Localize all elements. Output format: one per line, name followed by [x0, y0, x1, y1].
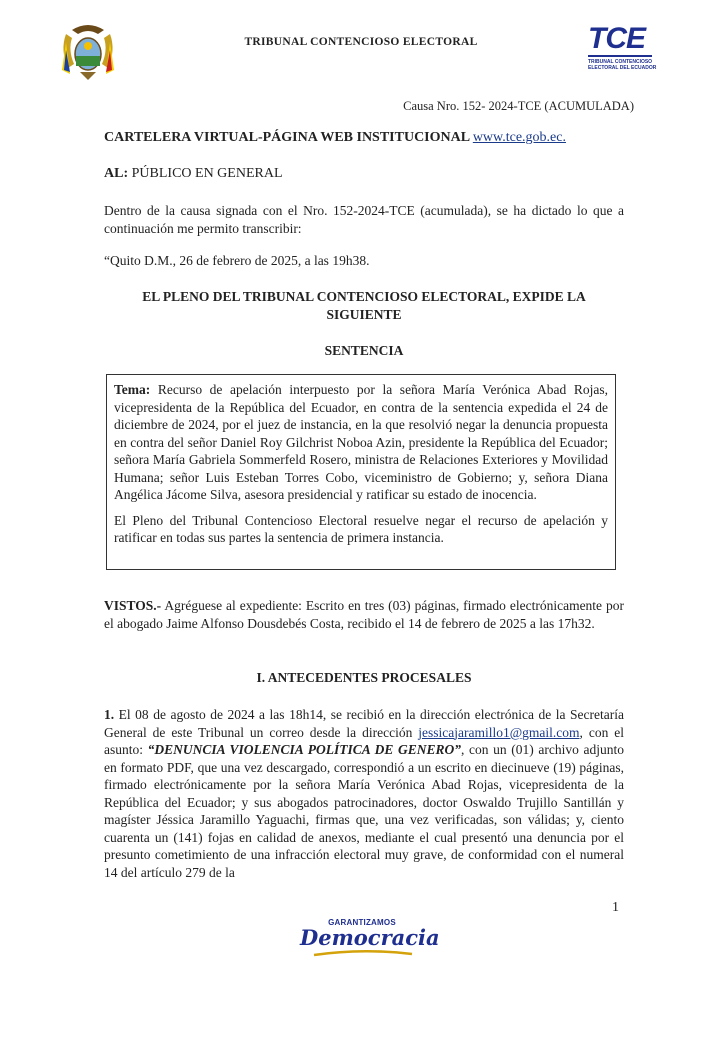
- ecuador-coat-of-arms-icon: [58, 20, 118, 84]
- pleno-heading: EL PLENO DEL TRIBUNAL CONTENCIOSO ELECTORAL, EXPIDE LA SIGUIENTE: [142, 289, 586, 322]
- garantizamos-democracia-logo: [300, 918, 440, 964]
- website-link[interactable]: www.tce.gob.ec.: [472, 130, 566, 145]
- tce-logo: [588, 24, 664, 76]
- addressee-value: PÚBLICO EN GENERAL: [131, 166, 283, 181]
- email-link[interactable]: jessicajaramillo1@gmail.com: [418, 724, 580, 740]
- vistos-label: VISTOS.-: [104, 598, 162, 613]
- vistos-paragraph: [104, 597, 624, 632]
- causa-number: Causa Nro. 152- 2024-TCE (ACUMULADA): [403, 99, 634, 113]
- date-line: “Quito D.M., 26 de febrero de 2025, a las 19h38.: [104, 253, 370, 268]
- tce-logo-text: TCE: [588, 22, 645, 55]
- paragraph-1-text-a: El 08 de agosto de 2024 a las 18h14, se recibió en la dirección electrónica de la Secretaría General de este Tribunal un correo desde la dirección: [104, 707, 624, 740]
- addressee-label: AL:: [104, 166, 129, 181]
- tema-resolution: El Pleno del Tribunal Contencioso Electoral resuelve negar el recurso de apelación y ratificar en todas sus partes la sentencia de primera instancia.: [114, 512, 608, 545]
- tema-text: Recurso de apelación interpuesto por la señora María Verónica Abad Rojas, vicepresidenta de la República del Ecuador, en contra de la sentencia expedida el 24 de diciembre de 2024, por el juez de instancia, en la que resolvió negar la denuncia propuesta en contra del señor Daniel Roy Gilchrist Noboa Azin, presidente la República del Ecuador; señora María Gabriela Sommerfeld Rosero, ministra de Relaciones Exteriores y Movilidad Humana; señor Luis Esteban Torres Cobo, viceministro de Gobierno; y, señora Diana Angélica Jácome Silva, asesora presidencial y ratificar su estado de inocencia.: [114, 382, 608, 502]
- paragraph-1: [104, 706, 624, 881]
- section-title: I. ANTECEDENTES PROCESALES: [256, 670, 472, 685]
- slogan-underline-icon: [300, 949, 424, 959]
- tema-label: Tema:: [114, 382, 151, 397]
- paragraph-1-number: 1.: [104, 707, 115, 722]
- slogan-top: GARANTIZAMOS: [328, 918, 396, 927]
- slogan-main: Democracia: [300, 925, 440, 950]
- page-number: 1: [612, 900, 619, 915]
- addressee: [104, 166, 283, 182]
- tema-box: [106, 374, 616, 570]
- vistos-text: Agréguese al expediente: Escrito en tres (03) páginas, firmado electrónicamente por el abogado Jaime Alfonso Dousdebés Costa, recibido el 14 de febrero de 2025 a las 17h32.: [104, 598, 624, 631]
- tce-logo-subtitle-1: TRIBUNAL CONTENCIOSO: [588, 59, 653, 65]
- sentencia-heading: SENTENCIA: [324, 343, 404, 358]
- paragraph-1-text-c: , con un (01) archivo adjunto en formato PDF, que una vez descargado, correspondió a un escrito en diecinueve (19) páginas, firmado electrónicamente por la señora María Verónica Abad Rojas, vicepresidenta de la República del Ecuador; y sus abogados patrocinadores, doctor Oswaldo Trujillo Santillán y magíster Jéssica Jaramillo Yaguachi, firmas que, una vez verificadas, son válidas; y, ciento cuarenta un (141) fojas en calidad de anexos, mediante el cual presentó una denuncia por el presunto cometimiento de una infracción electoral muy grave, de conformidad con el numeral 14 del artículo 279 de la: [104, 742, 624, 880]
- header-institution: TRIBUNAL CONTENCIOSO ELECTORAL: [244, 36, 478, 48]
- cartelera-heading: [104, 130, 566, 146]
- paragraph-1-subject: “DENUNCIA VIOLENCIA POLÍTICA DE GENERO”: [147, 742, 461, 757]
- intro-paragraph: Dentro de la causa signada con el Nro. 152-2024-TCE (acumulada), se ha dictado lo que a continuación me permito transcribir:: [104, 203, 624, 236]
- tema-paragraph: [114, 381, 608, 504]
- cartelera-label: CARTELERA VIRTUAL-PÁGINA WEB INSTITUCIONAL: [104, 130, 470, 145]
- paragraph-1-text-b: , con el asunto:: [104, 724, 624, 757]
- tce-logo-subtitle-2: ELECTORAL DEL ECUADOR: [588, 65, 657, 71]
